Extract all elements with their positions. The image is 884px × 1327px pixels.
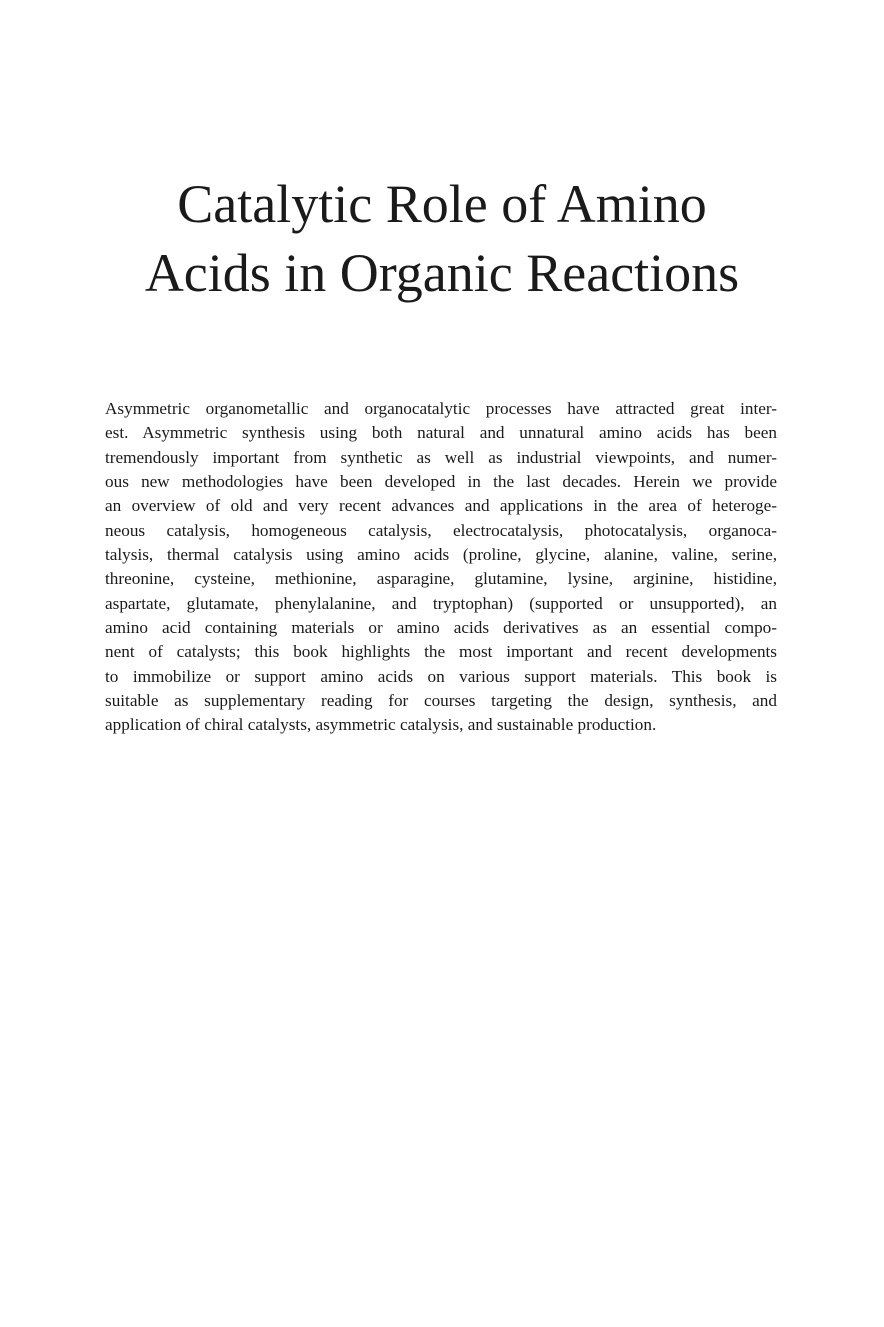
description-line: talysis, thermal catalysis using amino acids (proline, glycine, alanine, valine, serine, (105, 545, 777, 565)
description-line: Asymmetric organometallic and organocatalytic processes have attracted great inter- (105, 399, 777, 418)
description-line: an overview of old and very recent advances and applications in the area of heteroge- (105, 496, 777, 516)
description-line: ous new methodologies have been developed in the last decades. Herein we provide (105, 472, 777, 492)
description-line: nent of catalysts; this book highlights the most important and recent developments (105, 642, 777, 662)
book-title (0, 170, 884, 308)
book-description (105, 397, 777, 738)
description-line: threonine, cysteine, methionine, asparagine, glutamine, lysine, arginine, histidine, (105, 569, 777, 589)
description-line: neous catalysis, homogeneous catalysis, electrocatalysis, photocatalysis, organoca- (105, 520, 777, 540)
description-line: est. Asymmetric synthesis using both natural and unnatural amino acids has been (105, 423, 777, 443)
description-line: suitable as supplementary reading for courses targeting the design, synthesis, and (105, 691, 777, 711)
book-title-line-1: Catalytic Role of Amino (177, 174, 707, 234)
description-line: to immobilize or support amino acids on various support materials. This book is (105, 666, 777, 686)
description-line: aspartate, glutamate, phenylalanine, and tryptophan) (supported or unsupported), an (105, 593, 777, 613)
description-line: application of chiral catalysts, asymmetric catalysis, and sustainable production. (105, 715, 657, 735)
book-title-line-2: Acids in Organic Reactions (144, 243, 740, 303)
description-line: tremendously important from synthetic as well as industrial viewpoints, and numer- (105, 447, 777, 467)
description-line: amino acid containing materials or amino acids derivatives as an essential compo- (105, 618, 777, 638)
